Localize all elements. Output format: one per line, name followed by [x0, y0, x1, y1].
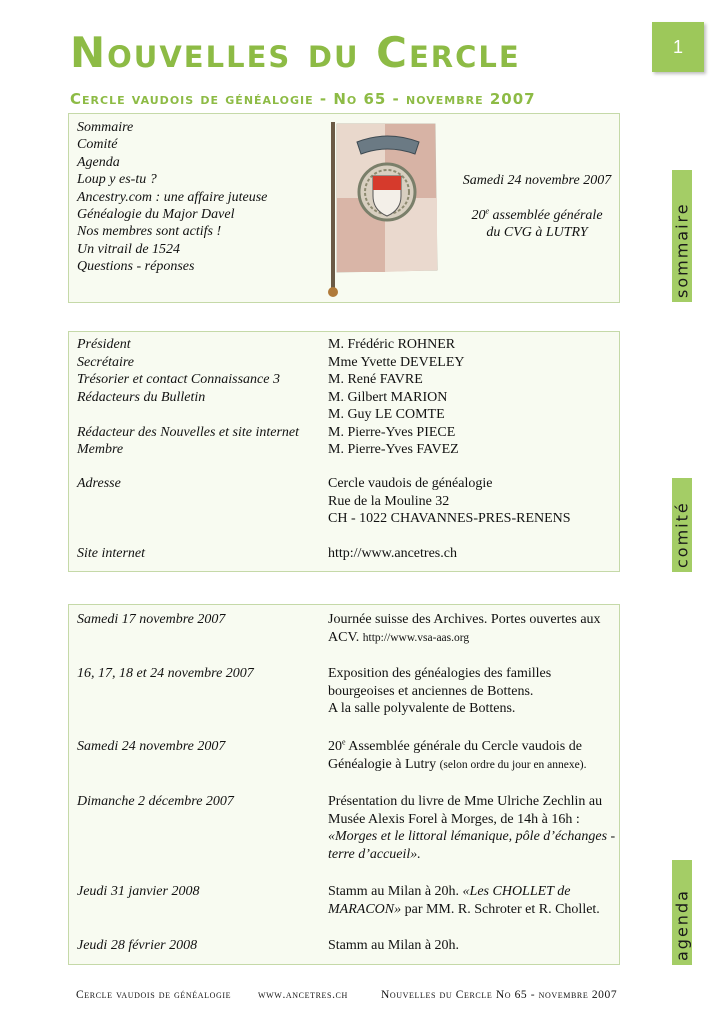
- summary-item[interactable]: Nos membres sont actifs !: [77, 224, 222, 240]
- section-tab-comite[interactable]: comité: [672, 478, 692, 572]
- footer-right: Nouvelles du Cercle No 65 - novembre 2007: [381, 989, 618, 1001]
- summary-item[interactable]: Agenda: [77, 154, 120, 170]
- committee-member: M. Guy LE COMTE: [328, 407, 445, 422]
- address-value: Cercle vaudois de généalogie Rue de la Mouline 32 CH - 1022 CHAVANNES-PRES-RENENS: [328, 476, 571, 526]
- agenda-date: 16, 17, 18 et 24 novembre 2007: [77, 666, 254, 681]
- agenda-box: [68, 604, 620, 965]
- page-number: 1: [652, 22, 704, 72]
- summary-item[interactable]: Questions - réponses: [77, 259, 195, 275]
- committee-member: Mme Yvette DEVELEY: [328, 354, 465, 370]
- agenda-text: Exposition des généalogies des familles bourgeoises et anciennes de Bottens. A la salle polyvalente de Bottens.: [328, 666, 552, 716]
- committee-role: Secrétaire: [77, 354, 135, 370]
- site-link[interactable]: http://www.ancetres.ch: [328, 546, 457, 561]
- committee-member: M. Gilbert MARION: [328, 389, 448, 405]
- committee-member: M. Pierre-Yves PIECE: [328, 424, 456, 440]
- summary-list: [77, 119, 267, 276]
- summary-item[interactable]: Sommaire: [77, 120, 134, 135]
- event-title: 20e assemblée générale: [471, 205, 603, 223]
- agenda-text: Stamm au Milan à 20h.: [328, 938, 460, 953]
- summary-item[interactable]: Ancestry.com : une affaire juteuse: [77, 189, 268, 205]
- section-tab-agenda[interactable]: agenda: [672, 860, 692, 965]
- agenda-text: Présentation du livre de Mme Ulriche Zechlin au Musée Alexis Forel à Morges, de 14h à 16h : «Morges et le littoral lémanique, pôle d’échanges - terre d’accueil».: [328, 794, 616, 862]
- agenda-date: Samedi 17 novembre 2007: [77, 612, 226, 627]
- agenda-text: Stamm au Milan à 20h. «Les CHOLLET de MARACON» par MM. R. Schroter et R. Chollet.: [328, 884, 600, 917]
- page-title: Nouvelles du Cercle: [70, 28, 521, 77]
- page-subtitle: Cercle vaudois de généalogie - No 65 - novembre 2007: [70, 90, 536, 108]
- summary-item[interactable]: Un vitrail de 1524: [77, 241, 181, 257]
- agenda-date: Dimanche 2 décembre 2007: [77, 794, 234, 809]
- event-subtitle: du CVG à LUTRY: [486, 225, 588, 240]
- summary-item[interactable]: Généalogie du Major Davel: [77, 207, 235, 223]
- committee-role: Membre: [77, 442, 124, 457]
- section-tab-sommaire[interactable]: sommaire: [672, 170, 692, 302]
- agenda-link[interactable]: http://www.vsa-aas.org: [362, 631, 470, 644]
- agenda-text: Journée suisse des Archives. Portes ouvertes aux ACV. http://www.vsa-aas.org: [328, 612, 601, 645]
- agenda-date: Samedi 24 novembre 2007: [77, 739, 226, 754]
- agenda-date: Jeudi 28 février 2008: [77, 938, 198, 953]
- committee-member: M. Frédéric ROHNER: [328, 337, 456, 352]
- agenda-text: 20e Assemblée générale du Cercle vaudois de Généalogie à Lutry (selon ordre du jour en annexe).: [328, 737, 587, 772]
- summary-item[interactable]: Loup y es-tu ?: [77, 172, 157, 188]
- flag-image: [327, 120, 447, 300]
- committee-role: Président: [77, 337, 131, 352]
- committee-member: M. René FAVRE: [328, 372, 423, 387]
- committee-role: Rédacteurs du Bulletin: [77, 389, 206, 405]
- footer-left: Cercle vaudois de généalogie: [76, 989, 232, 1001]
- footer-website[interactable]: www.ancetres.ch: [258, 989, 348, 1001]
- event-date: Samedi 24 novembre 2007: [462, 173, 612, 188]
- committee-role: Trésorier et contact Connaissance 3: [77, 372, 280, 387]
- summary-box: [68, 113, 620, 303]
- agenda-date: Jeudi 31 janvier 2008: [77, 884, 200, 899]
- committee-role: Rédacteur des Nouvelles et site internet: [77, 424, 299, 440]
- event-announcement: [457, 172, 617, 242]
- summary-item[interactable]: Comité: [77, 137, 118, 153]
- site-label: Site internet: [77, 546, 146, 561]
- address-label: Adresse: [77, 476, 121, 491]
- committee-member: M. Pierre-Yves FAVEZ: [328, 442, 459, 457]
- committee-box: [68, 331, 620, 572]
